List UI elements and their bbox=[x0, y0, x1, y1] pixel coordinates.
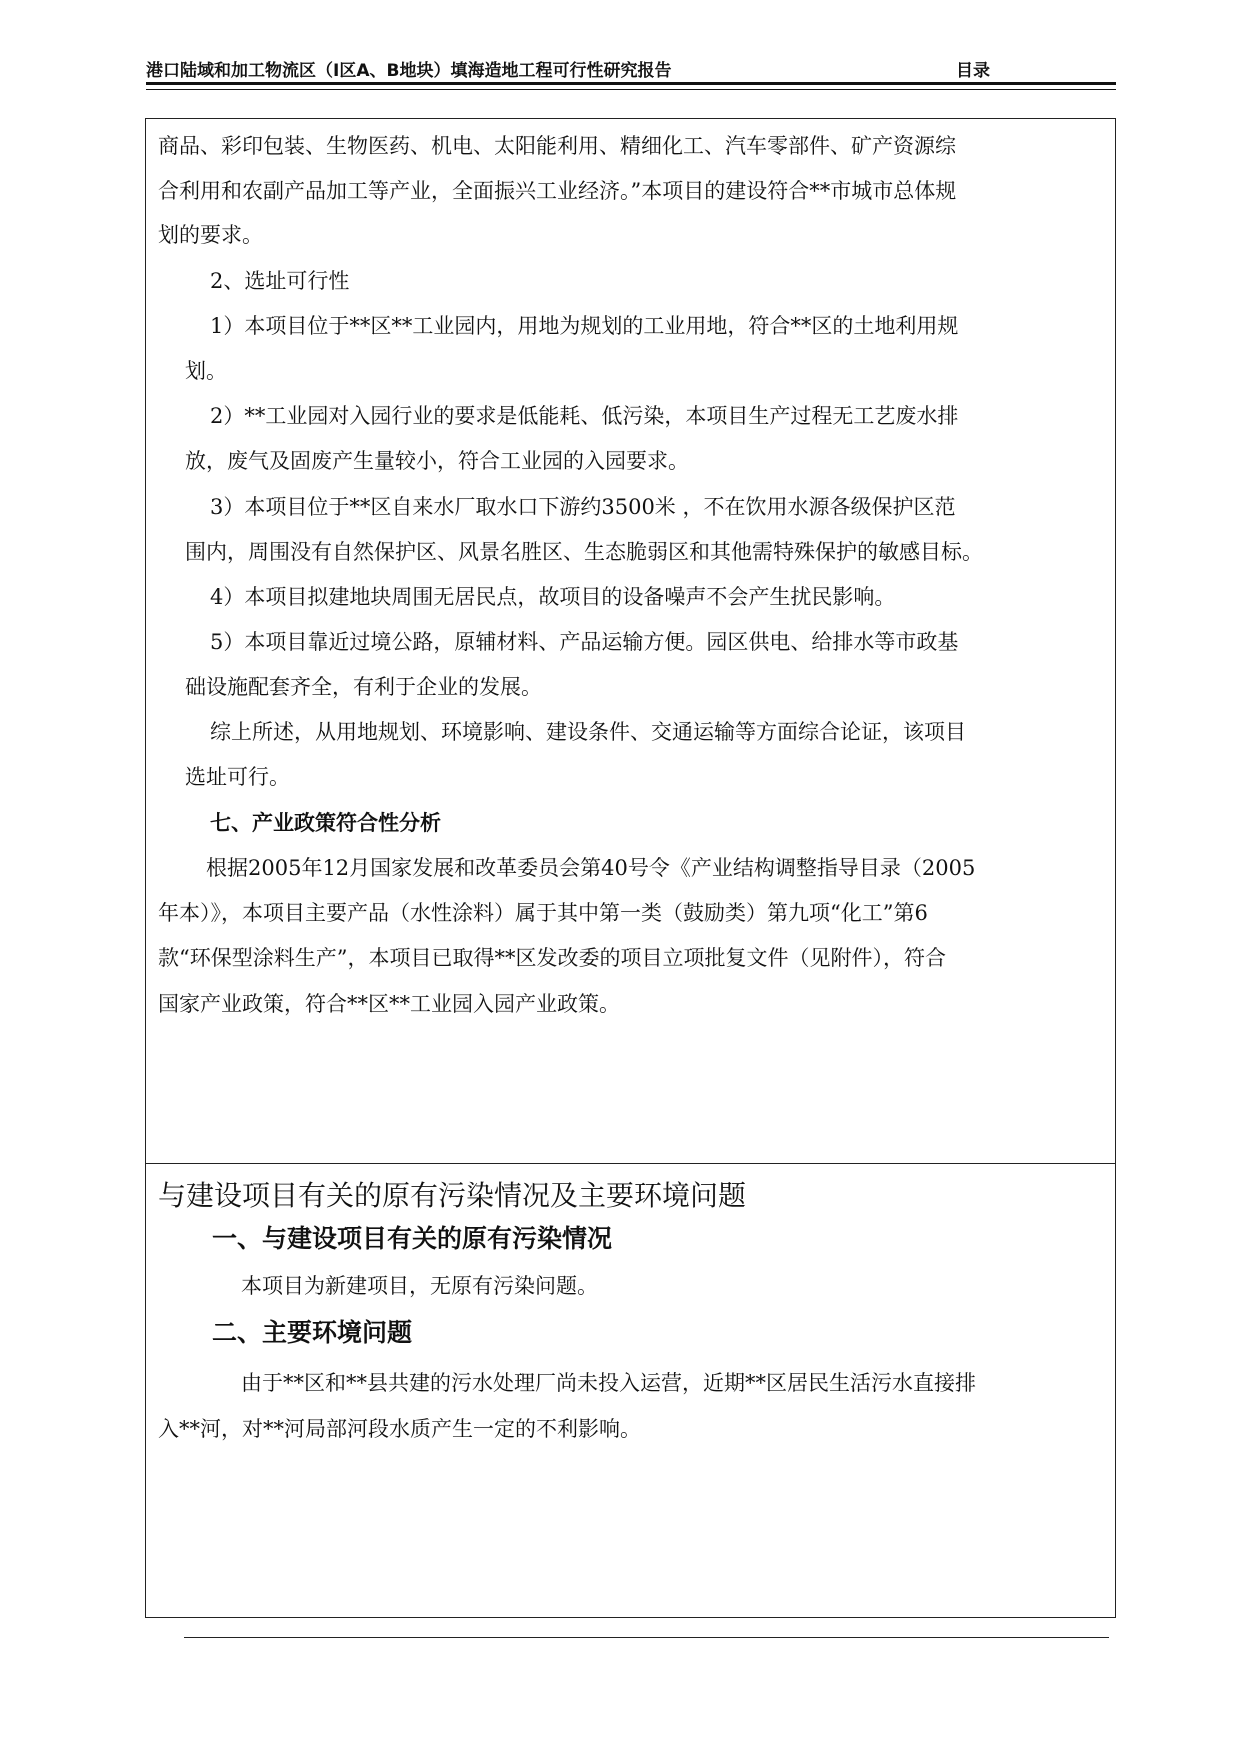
page-header bbox=[146, 52, 1116, 80]
pollution-issues-box bbox=[145, 1163, 1116, 1618]
paragraph-line: 国家产业政策，符合**区**工业园入园产业政策。 bbox=[158, 992, 620, 1016]
footer-rule bbox=[184, 1637, 1109, 1638]
paragraph-line: 2）**工业园对入园行业的要求是低能耗、低污染，本项目生产过程无工艺废水排 bbox=[210, 404, 959, 428]
paragraph-line: 入**河，对**河局部河段水质产生一定的不利影响。 bbox=[158, 1417, 641, 1441]
header-rule-thick bbox=[146, 82, 1116, 85]
subheading-site-feasibility: 2、选址可行性 bbox=[210, 269, 350, 293]
site-feasibility-box bbox=[145, 118, 1116, 1164]
paragraph-line: 根据2005年12月国家发展和改革委员会第40号令《产业结构调整指导目录（2005 bbox=[206, 856, 976, 880]
paragraph-line: 划。 bbox=[185, 359, 227, 383]
report-title: 港口陆域和加工物流区（Ⅰ区A、B地块）填海造地工程可行性研究报告 bbox=[146, 61, 672, 81]
paragraph-line: 4）本项目拟建地块周围无居民点，故项目的设备噪声不会产生扰民影响。 bbox=[210, 585, 896, 609]
paragraph-line: 础设施配套齐全，有利于企业的发展。 bbox=[185, 675, 542, 699]
paragraph-line: 围内，周围没有自然保护区、风景名胜区、生态脆弱区和其他需特殊保护的敏感目标。 bbox=[185, 540, 983, 564]
paragraph-line: 年本）》，本项目主要产品（水性涂料）属于其中第一类（鼓励类）第九项“化工”第6 bbox=[158, 901, 928, 925]
paragraph-line: 5）本项目靠近过境公路，原辅材料、产品运输方便。园区供电、给排水等市政基 bbox=[210, 630, 959, 654]
paragraph-line: 选址可行。 bbox=[185, 765, 290, 789]
subsection-title-existing-pollution: 一、与建设项目有关的原有污染情况 bbox=[212, 1224, 613, 1253]
header-rule-thin bbox=[146, 89, 1116, 90]
paragraph-line: 1）本项目位于**区**工业园内，用地为规划的工业用地，符合**区的土地利用规 bbox=[210, 314, 959, 338]
section-label: 目录 bbox=[956, 61, 990, 81]
paragraph-line: 合利用和农副产品加工等产业，全面振兴工业经济。”本项目的建设符合**市城市总体规 bbox=[158, 179, 957, 203]
paragraph-line: 本项目为新建项目，无原有污染问题。 bbox=[241, 1274, 598, 1298]
paragraph-line: 款“环保型涂料生产”，本项目已取得**区发改委的项目立项批复文件（见附件），符合 bbox=[158, 946, 946, 970]
section-title: 与建设项目有关的原有污染情况及主要环境问题 bbox=[158, 1179, 747, 1212]
paragraph-line: 综上所述，从用地规划、环境影响、建设条件、交通运输等方面综合论证，该项目 bbox=[210, 720, 966, 744]
paragraph-line: 由于**区和**县共建的污水处理厂尚未投入运营，近期**区居民生活污水直接排 bbox=[241, 1371, 976, 1395]
paragraph-line: 放，废气及固废产生量较小，符合工业园的入园要求。 bbox=[185, 449, 689, 473]
subsection-title-main-issues: 二、主要环境问题 bbox=[212, 1318, 413, 1347]
paragraph-line: 3）本项目位于**区自来水厂取水口下游约3500米 ，不在饮用水源各级保护区范 bbox=[210, 495, 956, 519]
paragraph-line: 商品、彩印包装、生物医药、机电、太阳能利用、精细化工、汽车零部件、矿产资源综 bbox=[158, 134, 956, 158]
paragraph-line: 划的要求。 bbox=[158, 223, 263, 247]
heading-industrial-policy: 七、产业政策符合性分析 bbox=[210, 811, 441, 835]
